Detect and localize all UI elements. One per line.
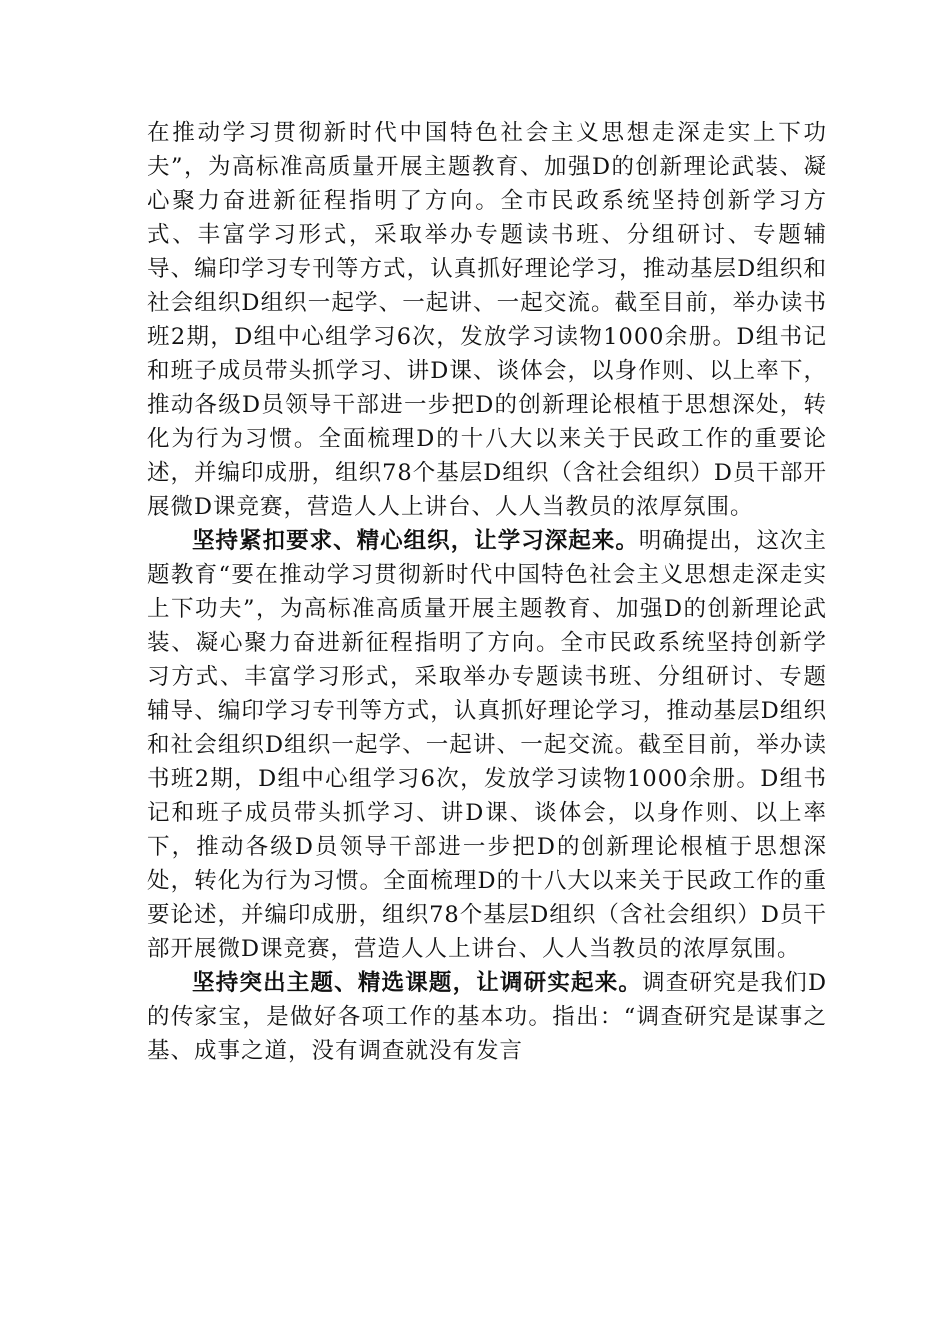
paragraph-body: 调查研究是我们D的传家宝，是做好各项工作的基本功。指出：“调查研究是谋事之基、成事之道，没有调查就没有发言 [147,970,827,1064]
document-page [147,116,827,1068]
paragraph-body: 明确提出，这次主题教育“要在推动学习贯彻新时代中国特色社会主义思想走深走实上下功夫”，为高标准高质量开展主题教育、加强D的创新理论武装、凝心聚力奋进新征程指明了方向。全市民政系统坚持创新学习方式、丰富学习形式，采取举办专题读书班、分组研讨、专题辅导、编印学习专刊等方式，认真抓好理论学习，推动基层D组织和社会组织D组织一起学、一起讲、一起交流。截至目前，举办读书班2期，D组中心组学习6次，发放学习读物1000余册。D组书记和班子成员带头抓学习、讲D课、谈体会，以身作则、以上率下，推动各级D员领导干部进一步把D的创新理论根植于思想深处，转化为行为习惯。全面梳理D的十八大以来关于民政工作的重要论述，并编印成册，组织78个基层D组织（含社会组织）D员干部开展微D课竞赛，营造人人上讲台、人人当教员的浓厚氛围。 [147,528,827,962]
paragraph-2 [147,524,827,966]
paragraph-body: 在推动学习贯彻新时代中国特色社会主义思想走深走实上下功夫”，为高标准高质量开展主题教育、加强D的创新理论武装、凝心聚力奋进新征程指明了方向。全市民政系统坚持创新学习方式、丰富学习形式，采取举办专题读书班、分组研讨、专题辅导、编印学习专刊等方式，认真抓好理论学习，推动基层D组织和社会组织D组织一起学、一起讲、一起交流。截至目前，举办读书班2期，D组中心组学习6次，发放学习读物1000余册。D组书记和班子成员带头抓学习、讲D课、谈体会，以身作则、以上率下，推动各级D员领导干部进一步把D的创新理论根植于思想深处，转化为行为习惯。全面梳理D的十八大以来关于民政工作的重要论述，并编印成册，组织78个基层D组织（含社会组织）D员干部开展微D课竞赛，营造人人上讲台、人人当教员的浓厚氛围。 [147,120,827,520]
paragraph-1 [147,116,827,524]
paragraph-lead: 坚持突出主题、精选课题，让调研实起来。 [192,970,643,996]
paragraph-3 [147,966,827,1068]
paragraph-lead: 坚持紧扣要求、精心组织，让学习深起来。 [192,528,639,554]
